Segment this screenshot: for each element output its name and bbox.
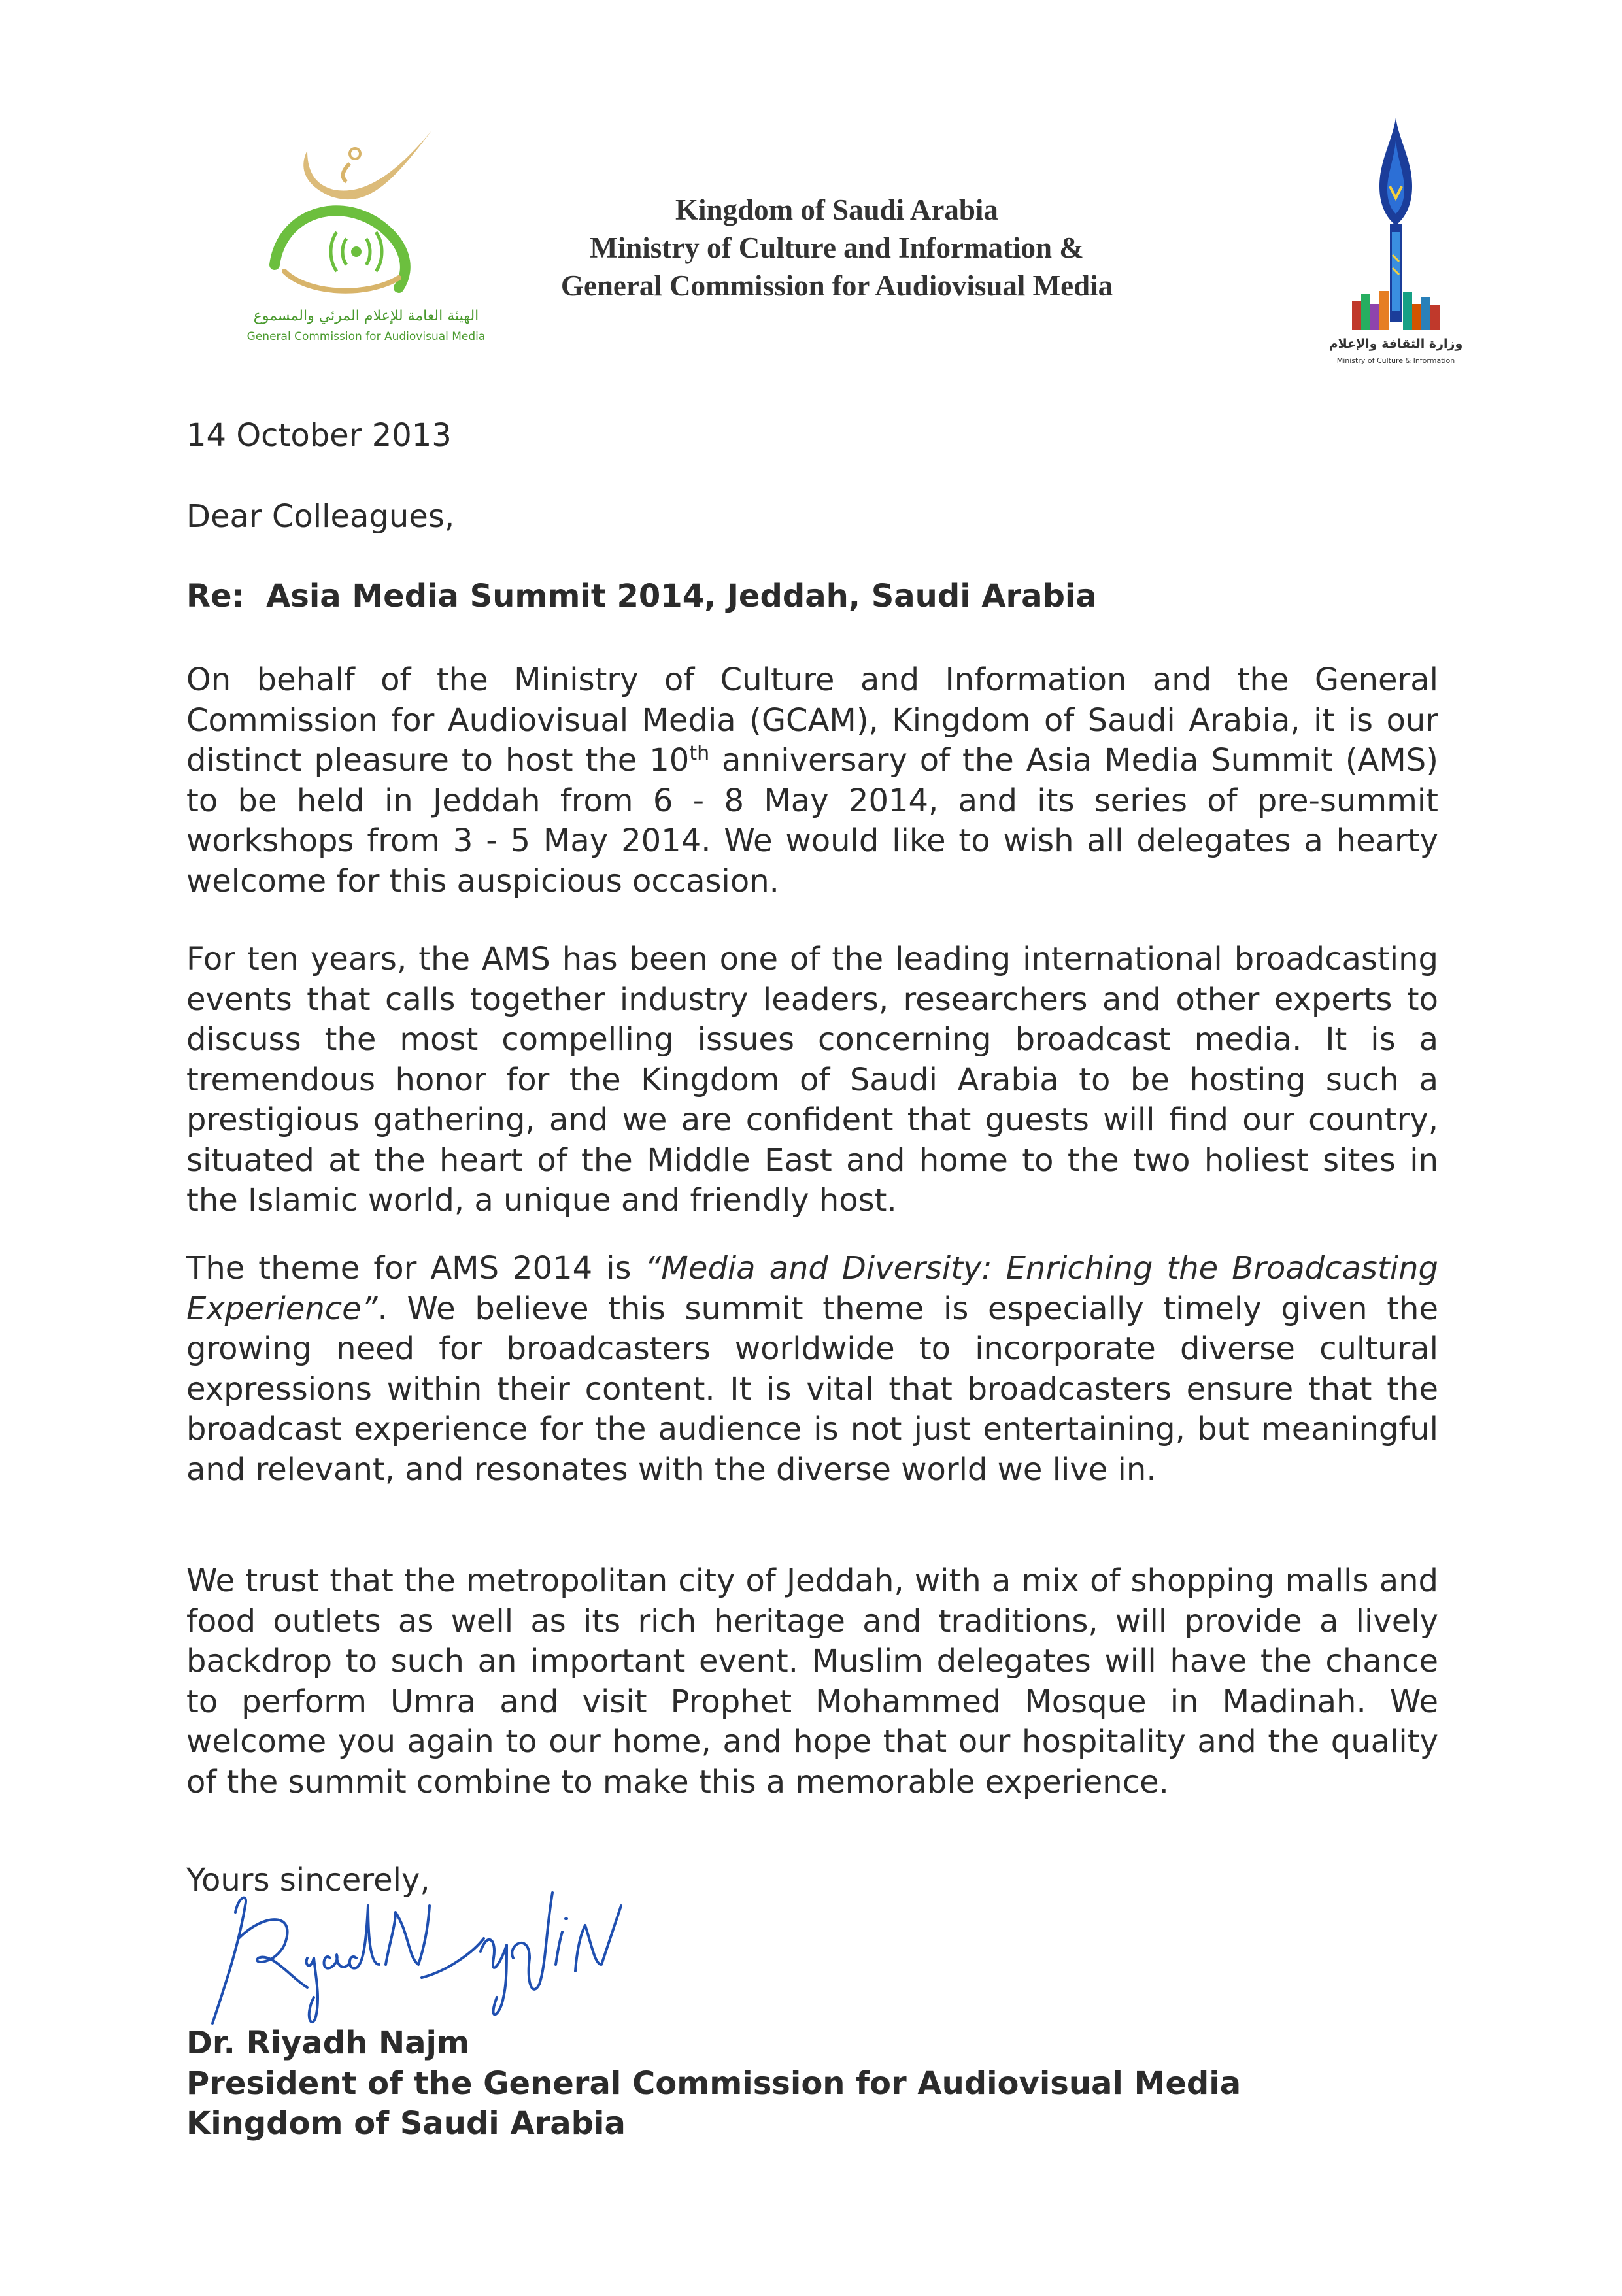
paragraph-1-part-a: On behalf of the Ministry of Culture and Information and the General Commission for Audiovisual Media (GCAM), Kingdom of Saudi Arabia, it is our distinct pleasure to host the 10 — [186, 662, 1438, 779]
paragraph-1-part-b: anniversary of the Asia Media Summit (AMS) to be held in Jeddah from 6 - 8 May 2014, and its series of pre-summit workshops from 3 - 5 May 2014. We would like to wish all delegates a hearty welcome for this auspicious occasion. — [186, 742, 1439, 900]
signatory-block — [186, 2023, 1438, 2144]
subject-line — [186, 577, 1438, 617]
handwritten-signature-icon — [199, 1866, 696, 2036]
ministry-logo-english: Ministry of Culture & Information — [1336, 356, 1455, 365]
paragraph-3-part-a: The theme for AMS 2014 is — [186, 1250, 645, 1287]
ordinal-suffix: th — [689, 742, 710, 765]
signatory-org: Kingdom of Saudi Arabia — [186, 2105, 626, 2142]
signatory-title: President of the General Commission for Audiovisual Media — [186, 2065, 1242, 2102]
gcam-logo-arabic: الهيئة العامة للإعلام المرئي والمسموع — [253, 308, 479, 324]
paragraph-2: For ten years, the AMS has been one of the leading international broadcasting events that calls together industry leaders, researchers and other experts to discuss the most compelling issues concerning broadcast media. It is a tremendous honor for the Kingdom of Saudi Arabia to be hosting such a prestigious gathering, and we are confident that guests will find our country, situated at the heart of the Middle East and home to the two holiest sites in the Islamic world, a unique and friendly host. — [186, 941, 1438, 1219]
header-line-1: Kingdom of Saudi Arabia — [675, 194, 998, 226]
ministry-tower-logo-icon — [1327, 114, 1464, 369]
salutation: Dear Colleagues, — [186, 498, 455, 535]
header-line-3: General Commission for Audiovisual Media — [560, 269, 1113, 302]
closing: Yours sincerely, — [186, 1862, 430, 1899]
gcam-logo-icon — [235, 124, 497, 346]
paragraph-4: We trust that the metropolitan city of Jeddah, with a mix of shopping malls and food outlets as well as its rich heritage and traditions, will provide a lively backdrop to such an important event. Muslim delegates will have the chance to perform Umra and visit Prophet Mohammed Mosque in Madinah. We welcome you again to our home, and hope that our hospitality and the quality of the summit combine to make this a memorable experience. — [186, 1562, 1438, 1800]
letterhead — [510, 191, 1164, 305]
ministry-logo-arabic: وزارة الثقافة والإعلام — [1328, 337, 1463, 351]
letter-date: 14 October 2013 — [186, 417, 452, 454]
gcam-logo-english: General Commission for Audiovisual Media — [246, 330, 486, 343]
summit-theme: “Media and Diversity: Enriching the Broadcasting Experience” — [186, 1250, 1438, 1327]
paragraph-3 — [186, 1249, 1438, 1490]
paragraph-1 — [186, 660, 1438, 902]
header-line-2: Ministry of Culture and Information & — [590, 231, 1084, 264]
subject-text: Re: Asia Media Summit 2014, Jeddah, Saudi Arabia — [186, 578, 1097, 615]
paragraph-3-part-b: . We believe this summit theme is especially timely given the growing need for broadcasters worldwide to incorporate diverse cultural expressions within their content. It is vital that broadcasters ensure that the broadcast experience for the audience is not just entertaining, but meaningful and relevant, and resonates with the diverse world we live in. — [186, 1290, 1438, 1488]
signatory-name: Dr. Riyadh Najm — [186, 2025, 469, 2061]
